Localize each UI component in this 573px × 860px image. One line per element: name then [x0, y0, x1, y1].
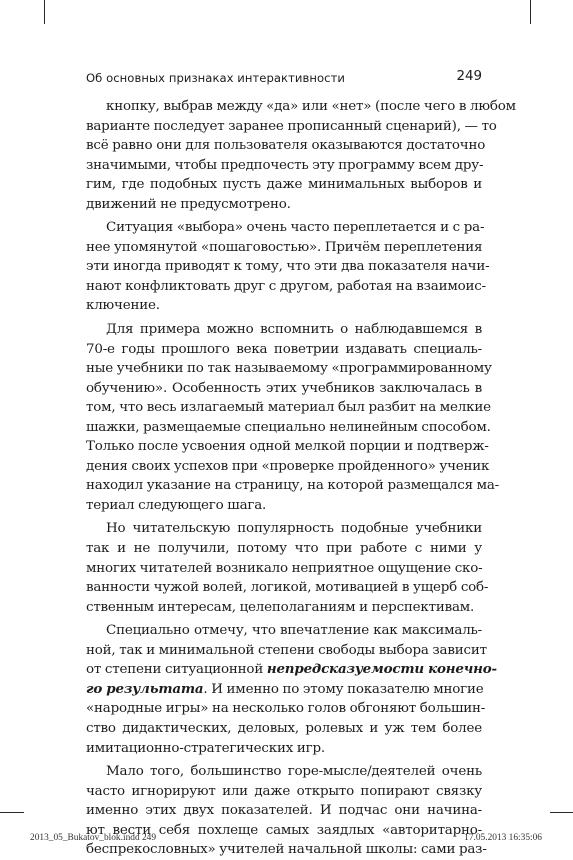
- text-line: ственным интересам, целеполаганиям и перспективам.: [86, 599, 475, 615]
- text-line: Специально отмечу, что впечатление как максималь-: [106, 623, 482, 639]
- text-line: гим, где подобных пусть даже минимальных выборов и: [86, 177, 482, 193]
- paragraph: [86, 97, 516, 214]
- text-line: всё равно они для пользователя оказываются достаточно: [86, 138, 486, 154]
- paragraph: [86, 519, 489, 617]
- text-line: варианте последует заранее прописанный сценарий), — то: [86, 118, 497, 134]
- text-line: многих читателей возникало неприятное ощущение ско-: [86, 560, 483, 576]
- emphasized-term: непредсказуемости конечно-: [266, 661, 497, 678]
- text-line: териал следующего шага.: [86, 497, 267, 513]
- text-line: Но читательскую популярность подобные учебники: [106, 521, 482, 537]
- text-line: ной, так и минимальной степени свободы выбора зависит: [86, 642, 487, 658]
- text-line: находил указание на страницу, на которой размещался ма-: [86, 478, 500, 494]
- text-line: движений не предусмотрено.: [86, 196, 291, 212]
- crop-mark-top-right: [530, 0, 531, 24]
- crop-mark-right-bottom: [550, 812, 573, 813]
- text-line: нают конфликтовать друг с другом, работая на взаимоис-: [86, 278, 486, 294]
- paragraph: [86, 218, 490, 316]
- text-line: имитационно-стратегических игр.: [86, 740, 325, 756]
- text-line: Ситуация «выбора» очень часто переплетается и с ра-: [106, 220, 485, 236]
- text-line: обучению». Особенность этих учебников заключалась в: [86, 380, 482, 396]
- text-line: кнопку, выбрав между «да» или «нет» (после чего в любом: [106, 99, 516, 114]
- paragraph: [86, 320, 500, 515]
- crop-mark-left-bottom: [0, 812, 24, 813]
- text-line: 70-е годы прошлого века поветрии издавать специаль-: [86, 341, 482, 357]
- text-line: нее упомянутой «пошаговостью». Причём переплетения: [86, 239, 483, 255]
- text-line: ство дидактических, деловых, ролевых и уж тем более: [86, 720, 482, 736]
- text-line: так и не получили, потому что при работе с ними у: [86, 541, 482, 557]
- text-line: именно этих двух показателей. И подчас они начина-: [86, 803, 482, 819]
- running-header: [86, 69, 482, 89]
- text-line: «народные игры» на несколько голов обгоняют большин-: [86, 701, 486, 717]
- text-line: ванности чужой волей, логикой, мотивацией в ущерб соб-: [86, 580, 489, 596]
- text-line: Для примера можно вспомнить о наблюдавшемся в: [106, 322, 482, 338]
- text-line: эти иногда приводят к тому, что эти два показателя начи-: [86, 259, 490, 275]
- text-line: часто игнорируют или даже открыто попирают связку: [86, 783, 482, 799]
- running-header-title: Об основных признаках интерактивности: [86, 71, 345, 85]
- print-slug-file: 2013_05_Bukatov_blok.indd 249: [30, 833, 157, 843]
- text-line: беспрекословных» учителей начальной школы: сами раз-: [86, 842, 487, 858]
- text-line: Мало того, большинство горе-мысле/деятелей очень: [106, 764, 482, 780]
- text-line: ные учебники по так называемому «программированному: [86, 361, 492, 377]
- text-line: шажки, размещаемые специально нелинейным способом.: [86, 419, 491, 435]
- emphasized-term: го результата: [86, 680, 204, 697]
- paragraph: [86, 621, 497, 758]
- text-line: Только после усвоения одной мелкой порции и подтверж-: [86, 439, 489, 455]
- text-line: значимыми, чтобы предпочесть эту программу всем дру-: [86, 157, 484, 173]
- text-line: том, что весь излагаемый материал был разбит на мелкие: [86, 400, 491, 416]
- print-slug: [0, 833, 573, 847]
- print-slug-timestamp: 17.05.2013 16:35:06: [464, 833, 542, 843]
- text-line: от степени ситуационной непредсказуемости конечно-: [86, 661, 497, 678]
- text-line: ключение.: [86, 298, 160, 314]
- page-number: 249: [456, 69, 482, 84]
- text-line: ют вести себя похлеще самых заядлых «авторитарно-: [86, 822, 482, 838]
- crop-mark-top-left: [44, 0, 45, 24]
- text-line: го результата. И именно по этому показателю многие: [86, 680, 484, 697]
- text-line: дения своих успехов при «проверке пройденного» ученик: [86, 458, 490, 474]
